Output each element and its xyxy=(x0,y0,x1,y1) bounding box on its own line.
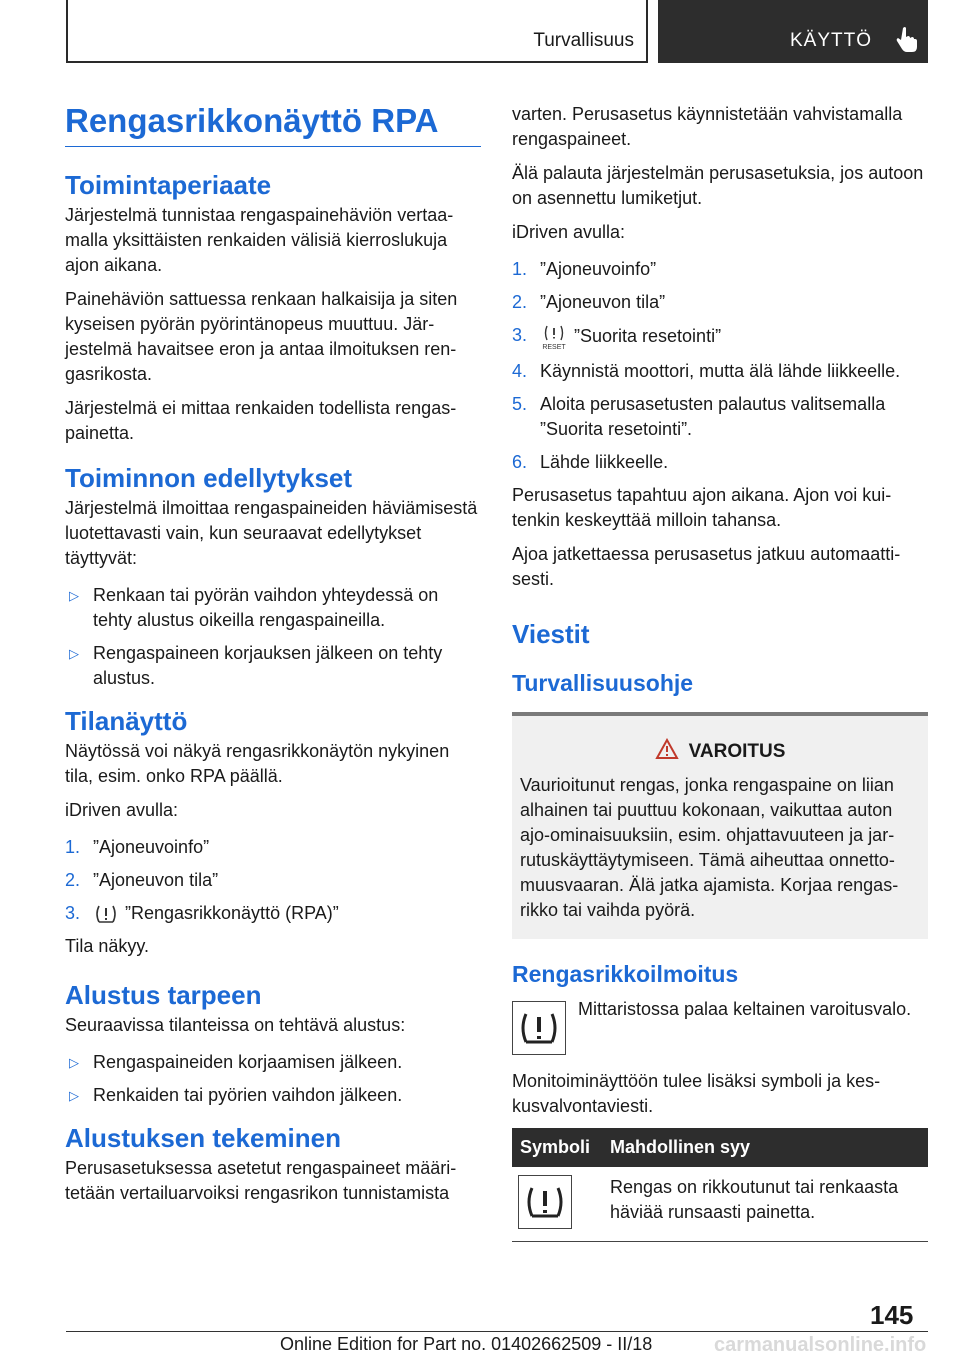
list-item: 5. Aloita perusasetusten palautus valitsemalla ”Suorita resetointi”. xyxy=(512,394,886,439)
table-row xyxy=(512,1167,928,1242)
list-item: 4. Käynnistä moottori, mutta älä lähde liikkeelle. xyxy=(512,361,901,381)
left-column xyxy=(65,98,481,1215)
heading-viestit: Viestit xyxy=(512,619,590,649)
symbol-table xyxy=(512,1128,928,1242)
paragraph: Perusasetus tapahtuu ajon aikana. Ajon voi kuitenkin keskeyttää milloin tahansa. xyxy=(512,485,892,530)
heading-alustuksen-tekeminen: Alustuksen tekeminen xyxy=(65,1123,341,1153)
triangle-bullet-icon: ▷ xyxy=(69,588,79,603)
table-cell-cause: Rengas on rikkoutunut tai renkaasta häviää runsaasti painetta. xyxy=(602,1167,928,1242)
paragraph: iDriven avulla: xyxy=(65,800,179,820)
paragraph: Painehäviön sattuessa renkaan halkaisija ja siten kyseisen pyörän pyörintänopeus muuttuu. Järjestelmä havaitsee eron ja antaa ilmoituksen rengasrikosta. xyxy=(65,289,458,384)
svg-text:RESET: RESET xyxy=(542,344,566,351)
heading-tilanaytto: Tilanäyttö xyxy=(65,706,188,736)
header-chapter-title: KÄYTTÖ xyxy=(790,30,873,51)
tire-pressure-icon xyxy=(93,903,119,925)
warning-text: Vaurioitunut rengas, jonka rengaspaine on liian alhainen tai puuttuu kokonaan, vaikuttaa auton ajo-ominaisuuksiin, esim. ohjattavuuteen ja jarrutuskäyttäytymiseen. Tämä aiheuttaa onnettomuusvaaran. Älä jatka ajamista. Korjaa rengasrikko tai vaihda pyörä. xyxy=(520,775,899,920)
warning-triangle-icon xyxy=(655,738,679,760)
header-chapter-box xyxy=(658,0,928,63)
reset-icon xyxy=(540,323,568,351)
footer-watermark: carmanualsonline.info xyxy=(714,1334,927,1356)
page-number: 145 xyxy=(870,1300,914,1330)
tire-pressure-icon xyxy=(523,1182,567,1222)
paragraph: varten. Perusasetus käynnistetään vahvistamalla rengaspaineet. xyxy=(512,104,903,149)
heading-alustus-tarpeen: Alustus tarpeen xyxy=(65,980,262,1010)
header-section-box xyxy=(66,0,648,63)
right-column xyxy=(512,102,928,1242)
heading-turvallisuusohje: Turvallisuusohje xyxy=(512,670,694,696)
list-item: ▷ Renkaiden tai pyörien vaihdon jälkeen. xyxy=(65,1083,481,1108)
heading-edellytykset: Toiminnon edellytykset xyxy=(65,463,353,493)
bullet-list xyxy=(65,583,481,691)
triangle-bullet-icon: ▷ xyxy=(69,1055,79,1070)
paragraph: Näytössä voi näkyä rengasrikkonäytön nykyinen tila, esim. onko RPA päällä. xyxy=(65,741,450,786)
indicator-row xyxy=(512,997,928,1055)
paragraph: Ajoa jatkettaessa perusasetus jatkuu automaattisesti. xyxy=(512,544,901,589)
paragraph: Tila näkyy. xyxy=(65,936,150,956)
title-divider xyxy=(65,146,481,147)
paragraph: Järjestelmä ilmoittaa rengaspaineiden häviämisestä luotettavasti vain, kun seuraavat edellytykset täyttyvät: xyxy=(65,498,478,568)
table-header-row xyxy=(512,1128,928,1167)
paragraph: Perusasetuksessa asetetut rengaspaineet määritetään vertailuarvoiksi rengasrikon tunnistamista xyxy=(65,1158,457,1203)
list-item: 3. ”Rengasrikkonäyttö (RPA)” xyxy=(65,901,481,926)
page-title: Rengasrikkonäyttö RPA xyxy=(65,102,439,139)
indicator-symbol-box xyxy=(512,1001,566,1055)
warning-heading: VAROITUS xyxy=(520,738,920,763)
triangle-bullet-icon: ▷ xyxy=(69,1088,79,1103)
paragraph: Järjestelmä tunnistaa rengaspainehäviön vertaamalla yksittäisten renkaiden välisiä kierroslukuja ajon aikana. xyxy=(65,205,454,275)
warning-box xyxy=(512,712,928,939)
heading-toimintaperiaate: Toimintaperiaate xyxy=(65,170,272,200)
indicator-symbol-box xyxy=(518,1175,572,1229)
footer-edition: Online Edition for Part no. 01402662509 - II/18 xyxy=(280,1334,653,1354)
indicator-text: Mittaristossa palaa keltainen varoitusvalo. xyxy=(578,999,912,1019)
list-item: 3. RESET ”Suorita resetointi” xyxy=(512,325,722,351)
list-item: 6. Lähde liikkeelle. xyxy=(512,452,669,472)
list-item: 2. ”Ajoneuvon tila” xyxy=(65,870,219,890)
header-section-title: Turvallisuus xyxy=(533,30,634,51)
tire-pressure-icon xyxy=(517,1008,561,1048)
list-item: ▷ Rengaspaineiden korjaamisen jälkeen. xyxy=(65,1050,481,1075)
list-item: 2. ”Ajoneuvon tila” xyxy=(512,292,666,312)
list-item: 1. ”Ajoneuvoinfo” xyxy=(65,837,210,857)
table-header-cause: Mahdollinen syy xyxy=(602,1128,928,1167)
numbered-list xyxy=(65,835,481,926)
list-item: ▷ Rengaspaineen korjauksen jälkeen on tehty alustus. xyxy=(69,643,443,688)
numbered-list xyxy=(512,257,928,475)
table-header-symbol: Symboli xyxy=(512,1128,602,1167)
list-item: ▷ Renkaan tai pyörän vaihdon yhteydessä on tehty alustus oikeilla rengaspaineilla. xyxy=(69,585,439,630)
hand-pointer-icon xyxy=(896,26,918,52)
footer-divider xyxy=(66,1331,928,1332)
paragraph: iDriven avulla: xyxy=(512,222,626,242)
bullet-list xyxy=(65,1050,481,1108)
table-cell-symbol xyxy=(512,1167,602,1242)
triangle-bullet-icon: ▷ xyxy=(69,646,79,661)
paragraph: Monitoiminäyttöön tulee lisäksi symboli ja keskusvalvontaviesti. xyxy=(512,1071,881,1116)
paragraph: Seuraavissa tilanteissa on tehtävä alustus: xyxy=(65,1015,406,1035)
paragraph: Järjestelmä ei mittaa renkaiden todellista rengaspainetta. xyxy=(65,398,457,443)
heading-rengasrikkoilmoitus: Rengasrikkoilmoitus xyxy=(512,961,739,987)
list-item: 1. ”Ajoneuvoinfo” xyxy=(512,259,657,279)
paragraph: Älä palauta järjestelmän perusasetuksia, jos autoon on asennettu lumiketjut. xyxy=(512,163,924,208)
